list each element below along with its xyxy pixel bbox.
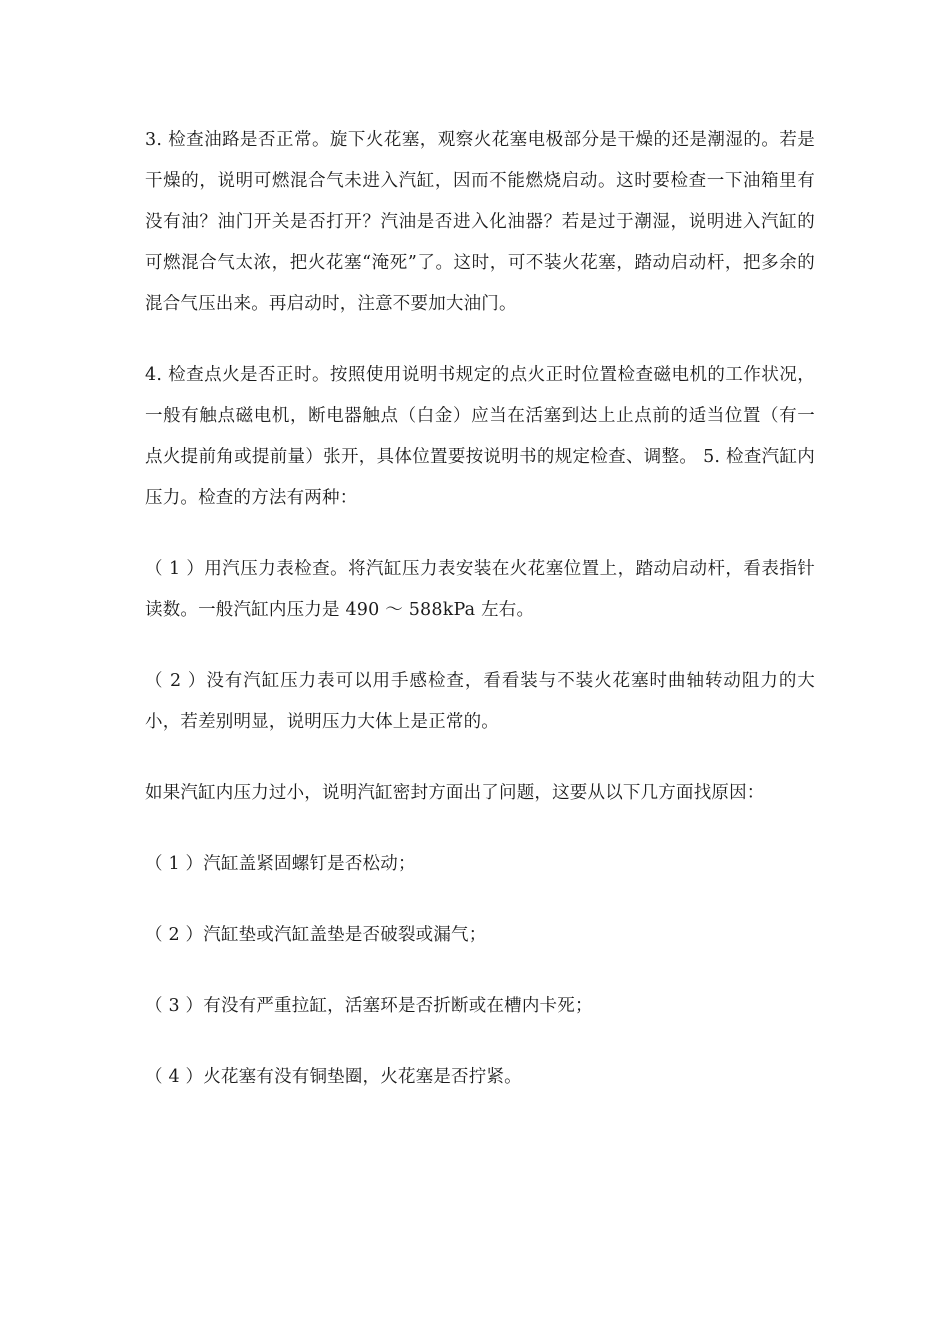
paragraph-ignition-timing: 4. 检查点火是否正时。按照使用说明书规定的点火正时位置检查磁电机的工作状况，一般有触点磁电机，断电器触点（白金）应当在活塞到达上止点前的适当位置（有一点火提前角或提前量）张开，具体位置要按说明书的规定检查、调整。 5. 检查汽缸内压力。检查的方法有两种： <box>145 365 815 508</box>
list-item-cause-3: （ 3 ）有没有严重拉缸，活塞环是否折断或在槽内卡死； <box>145 996 593 1016</box>
paragraph-method-1: （ 1 ）用汽压力表检查。将汽缸压力表安装在火花塞位置上，踏动启动杆，看表指针读数。一般汽缸内压力是 490 ～ 588kPa 左右。 <box>145 559 815 620</box>
paragraph-method-2: （ 2 ）没有汽缸压力表可以用手感检查，看看装与不装火花塞时曲轴转动阻力的大小，若差别明显，说明压力大体上是正常的。 <box>145 671 815 732</box>
list-item-cause-4: （ 4 ）火花塞有没有铜垫圈，火花塞是否拧紧。 <box>145 1067 522 1087</box>
paragraph-fuel-check: 3. 检查油路是否正常。旋下火花塞，观察火花塞电极部分是干燥的还是潮湿的。若是干燥的，说明可燃混合气未进入汽缸，因而不能燃烧启动。这时要检查一下油箱里有没有油？油门开关是否打开？汽油是否进入化油器？若是过于潮湿，说明进入汽缸的可燃混合气太浓，把火花塞“淹死”了。这时，可不装火花塞，踏动启动杆，把多余的混合气压出来。再启动时，注意不要加大油门。 <box>145 130 815 314</box>
list-item-cause-2: （ 2 ）汽缸垫或汽缸盖垫是否破裂或漏气； <box>145 925 487 945</box>
document-body <box>145 120 815 1098</box>
list-item-cause-1: （ 1 ）汽缸盖紧固螺钉是否松动； <box>145 854 416 874</box>
paragraph-low-pressure-intro: 如果汽缸内压力过小，说明汽缸密封方面出了问题，这要从以下几方面找原因： <box>145 783 765 803</box>
